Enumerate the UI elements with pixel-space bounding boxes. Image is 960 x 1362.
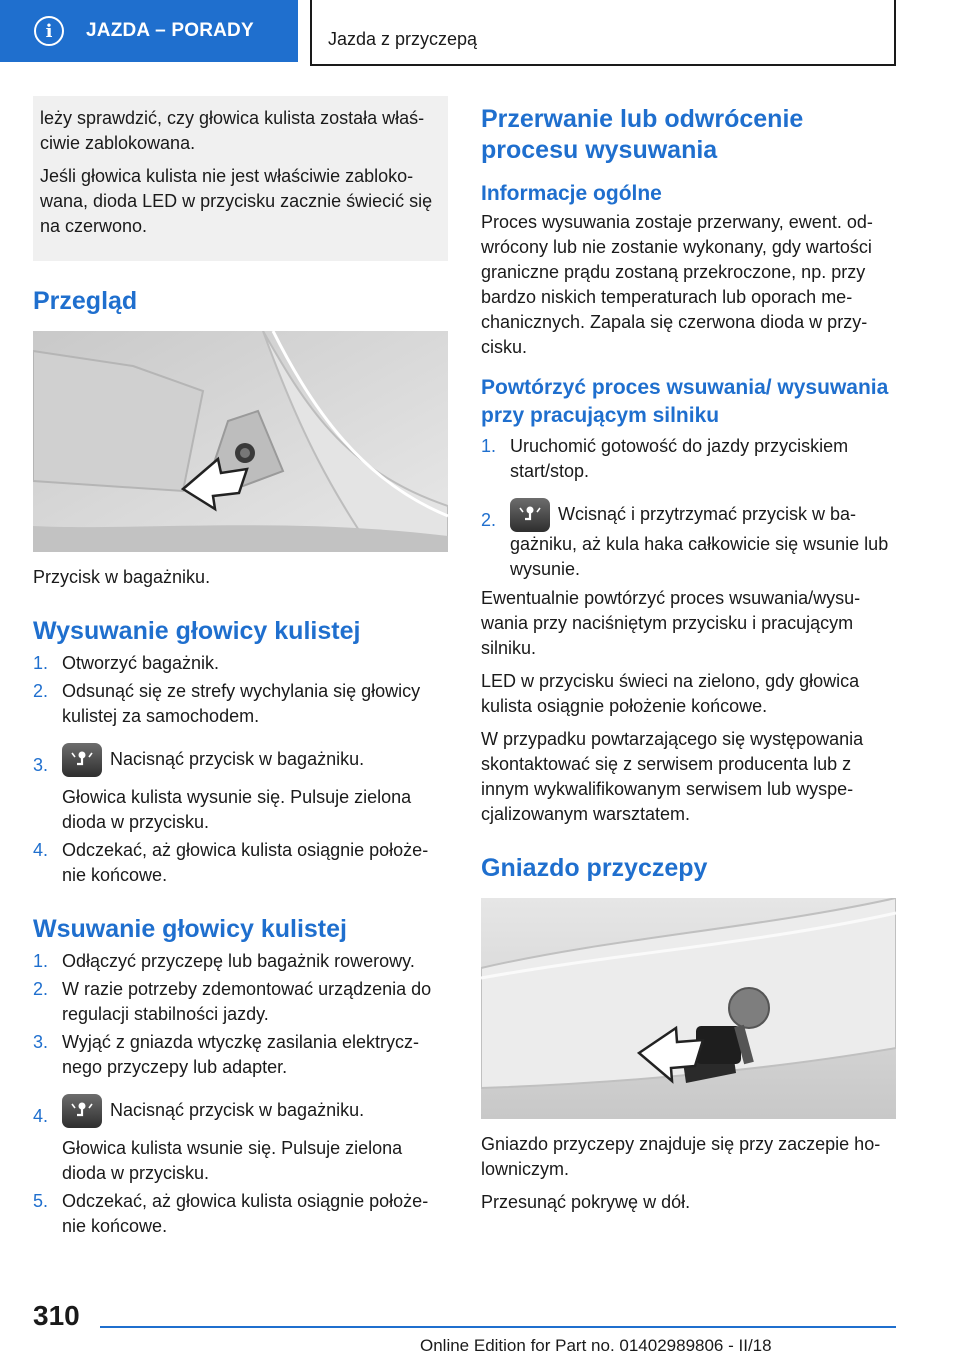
trailer-button-icon <box>62 1094 102 1128</box>
step-text: Odczekać, aż głowica kulista osiągnie położe‐nie końcowe. <box>62 1191 429 1236</box>
general-text: Proces wysuwania zostaje przerwany, ewent. od‐wrócony lub nie zostanie wykonany, gdy wartości graniczne prądu zostaną przekroczone, np. przy bardzo niskich temperaturach lub oporach me‐chanicznych. Zapala się czerwona dioda w przy‐cisku. <box>481 212 873 357</box>
step-number: 1. <box>33 951 49 971</box>
step-text: Uruchomić gotowość do jazdy przyciskiem start/stop. <box>510 436 849 481</box>
retract-heading: Wsuwanie głowicy kulistej <box>33 915 347 943</box>
overview-caption: Przycisk w bagażniku. <box>33 567 211 587</box>
note-box <box>33 96 448 261</box>
right-column <box>481 96 896 1215</box>
step-text: Odsunąć się ze strefy wychylania się głowicy kulistej za samochodem. <box>62 681 421 726</box>
step-text-block <box>62 743 448 835</box>
list-item <box>33 977 448 1027</box>
step-number: 3. <box>33 1032 49 1052</box>
socket-text: Przesunąć pokrywę w dół. <box>481 1192 691 1212</box>
general-heading: Informacje ogólne <box>481 182 662 205</box>
trunk-button-figure <box>33 331 448 552</box>
repeat-text-2: LED w przycisku świeci na zielono, gdy głowica kulista osiągnie położenie końcowe. <box>481 671 860 716</box>
step-text: Otworzyć bagażnik. <box>62 653 220 673</box>
repeat-text-1: Ewentualnie powtórzyć proces wsuwania/wysu‐wania przy naciśniętym przycisku i pracującym silniku. <box>481 588 861 658</box>
overview-heading: Przegląd <box>33 287 138 315</box>
step-text-block <box>62 1094 448 1186</box>
repeat-text-3: W przypadku powtarzającego się występowania skontaktować się z serwisem producenta lub z innym wykwalifikowanym serwisem lub wyspe‐cjalizowanym warsztatem. <box>481 729 864 824</box>
list-item <box>33 1094 448 1186</box>
header-title-box <box>310 0 896 66</box>
step-number: 2. <box>33 681 49 701</box>
step-number: 4. <box>33 1106 49 1126</box>
step-text: Odłączyć przyczepę lub bagażnik rowerowy. <box>62 951 415 971</box>
footer-divider <box>100 1326 896 1328</box>
list-item <box>33 1189 448 1239</box>
step-text: Wyjąć z gniazda wtyczkę zasilania elektrycz‐nego przyczepy lub adapter. <box>62 1032 419 1077</box>
header-title: Jazda z przyczepą <box>328 29 478 49</box>
step-extra: Głowica kulista wysunie się. Pulsuje zielona dioda w przycisku. <box>62 787 412 832</box>
footer-edition: Online Edition for Part no. 01402989806 - II/18 <box>420 1336 772 1355</box>
step-number: 2. <box>481 510 497 530</box>
step-text: W razie potrzeby zdemontować urządzenia do regulacji stabilności jazdy. <box>62 979 432 1024</box>
trailer-socket-figure <box>481 898 896 1119</box>
trailer-button-icon <box>62 743 102 777</box>
step-number: 4. <box>33 840 49 860</box>
list-item <box>33 743 448 835</box>
step-text-block <box>510 498 896 582</box>
step-number: 3. <box>33 755 49 775</box>
step-text: Nacisnąć przycisk w bagażniku. <box>110 1100 365 1120</box>
list-item <box>33 838 448 888</box>
extend-heading: Wysuwanie głowicy kulistej <box>33 617 361 645</box>
trailer-button-icon <box>510 498 550 532</box>
repeat-steps <box>481 434 896 582</box>
info-icon: i <box>34 16 64 46</box>
note-text-2: Jeśli głowica kulista nie jest właściwie zabloko‐wana, dioda LED w przycisku zacznie świecić się na czerwono. <box>40 166 433 236</box>
trailer-socket-illustration <box>481 898 896 1119</box>
extend-steps <box>33 651 448 888</box>
step-number: 5. <box>33 1191 49 1211</box>
list-item <box>33 679 448 729</box>
list-item <box>481 434 896 484</box>
retract-steps <box>33 949 448 1239</box>
page-number: 310 <box>33 1300 80 1331</box>
step-text: Nacisnąć przycisk w bagażniku. <box>110 749 365 769</box>
step-text: Odczekać, aż głowica kulista osiągnie położe‐nie końcowe. <box>62 840 429 885</box>
trunk-button-illustration <box>33 331 448 552</box>
socket-caption: Gniazdo przyczepy znajduje się przy zaczepie ho‐lowniczym. <box>481 1134 881 1179</box>
note-text-1: leży sprawdzić, czy głowica kulista została właś‐ciwie zablokowana. <box>40 108 425 153</box>
header-section-label: JAZDA – PORADY <box>86 20 254 41</box>
step-number: 1. <box>481 436 497 456</box>
list-item <box>33 651 448 676</box>
header-section-tab <box>0 0 298 62</box>
step-extra: Głowica kulista wsunie się. Pulsuje zielona dioda w przycisku. <box>62 1138 403 1183</box>
socket-heading: Gniazdo przyczepy <box>481 854 708 882</box>
interrupt-heading: Przerwanie lub odwrócenie procesu wysuwania <box>481 105 804 164</box>
list-item <box>33 1030 448 1080</box>
left-column <box>33 96 448 1239</box>
step-text: Wcisnąć i przytrzymać przycisk w ba‐gażniku, aż kula haka całkowicie się wsunie lub wysunie. <box>510 504 889 579</box>
list-item <box>481 498 896 582</box>
step-number: 2. <box>33 979 49 999</box>
step-number: 1. <box>33 653 49 673</box>
repeat-heading: Powtórzyć proces wsuwania/ wysuwania przy pracującym silniku <box>481 376 889 427</box>
list-item <box>33 949 448 974</box>
